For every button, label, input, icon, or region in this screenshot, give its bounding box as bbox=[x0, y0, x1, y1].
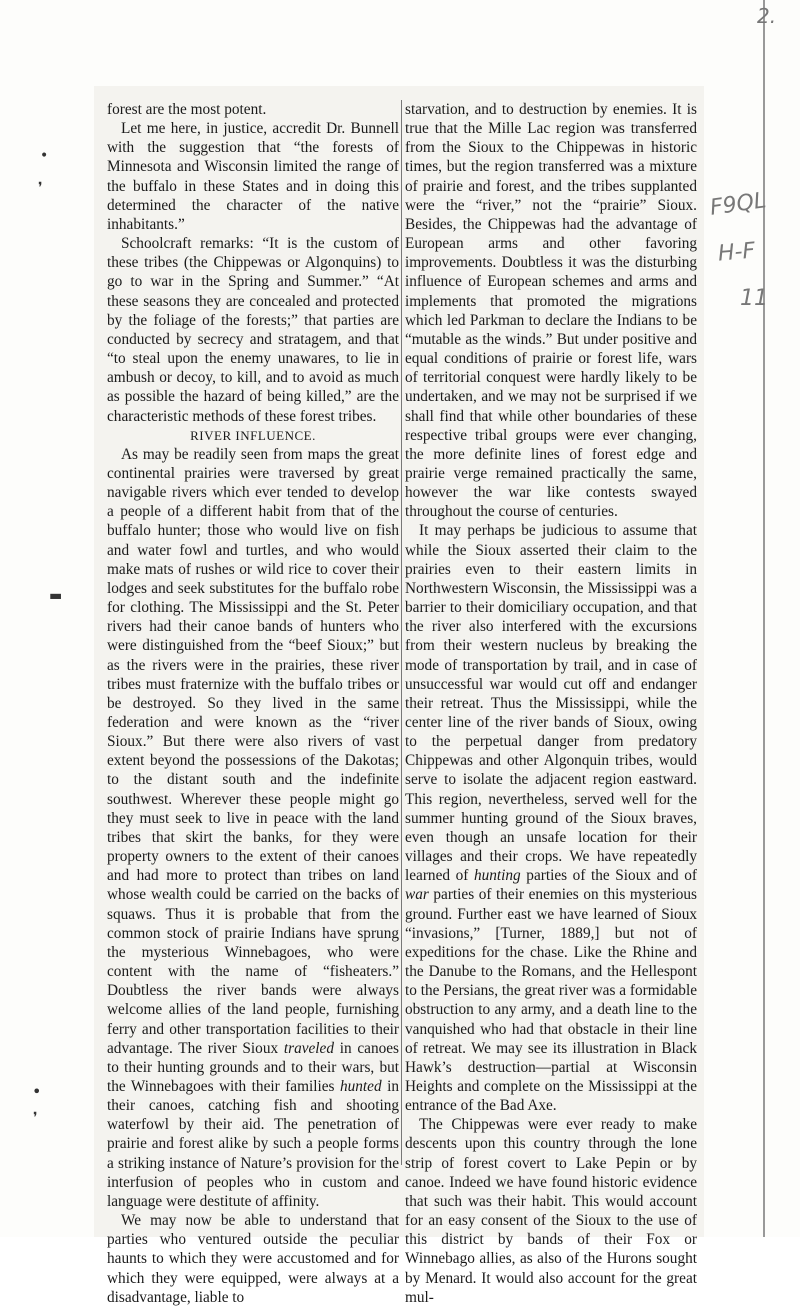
paragraph bbox=[107, 445, 399, 1211]
paragraph: starvation, and to destruction by enemies. It is true that the Mille Lac region was transferred from the Sioux to the Chippewas in historic times, but the region transferred was a mixture of prairie and forest, and the tribes supplanted were the “river,” not the “prairie” Sioux. Besides, the Chippewas had the advantage of European arms and other favoring improvements. Doubtless it was the disturbing influence of European schemes and arms and implements that promoted the migrations which led Parkman to declare the Indians to be “mutable as the winds.” But under positive and equal conditions of prairie or forest life, wars of territorial conquest were hardly likely to be undertaken, and we may not be surprised if we shall find that while other boundaries of these respective tribal groups were ever changing, the more definite lines of forest edge and prairie verge remained practically the same, however the war like contests swayed throughout the course of centuries. bbox=[405, 101, 697, 521]
paragraph-text: It may perhaps be judicious to assume that while the Sioux asserted their claim to the prairies even to their eastern limits in Northwestern Wisconsin, the Mississippi was a barrier to their domiciliary occupation, and that the river also interfered with the excursions from their western nucleus by breaking the mode of transportation by trail, and in case of unsuccessful war would cut off and endanger their retreat. Thus the Mississippi, while the center line of the river bands of Sioux, owing to the perpetual danger from predatory Chippewas and other Algonquin tribes, would serve to isolate the adjacent region eastward. This region, nevertheless, served well for the summer hunting ground of the Sioux braves, even though an unsafe location for their villages and their crops. We have repeatedly learned of bbox=[405, 522, 697, 885]
paragraph: Let me here, in justice, accredit Dr. Bunnell with the suggestion that “the forests of Minnesota and Wisconsin limited the range of the buffalo in these States and in doing this determined the character of the native inhabitants.” bbox=[107, 120, 399, 233]
margin-comma-mark: ❜ bbox=[38, 180, 43, 196]
handwritten-note-1: F9QL bbox=[708, 188, 768, 221]
paragraph-text: in canoes to their hunting grounds and to their wars, but the Winnebagoes with their families bbox=[107, 1039, 399, 1095]
paragraph bbox=[405, 521, 697, 1115]
margin-bullet-mark-2: • bbox=[32, 1082, 42, 1101]
emphasis-text: war bbox=[405, 886, 429, 904]
section-heading: RIVER INFLUENCE. bbox=[190, 427, 316, 443]
margin-comma-mark-2: ❜ bbox=[33, 1110, 38, 1126]
column-divider bbox=[401, 100, 402, 1165]
paragraph: Schoolcraft remarks: “It is the custom of these tribes (the Chippewas or Algonquins) to go to war in the Spring and Summer.” “At these seasons they are concealed and protected by the foliage of the forests;” that parties are conducted by secrecy and stratagem, and that “to steal upon the enemy unawares, to lie in ambush or decoy, to kill, and to avoid as much as possible the hazard of being killed,” are the characteristic methods of these forest tribes. bbox=[107, 235, 399, 425]
paragraph-text: parties of the Sioux and of bbox=[520, 867, 698, 885]
page-edge-line bbox=[763, 0, 765, 1237]
handwritten-note-2: H-F bbox=[716, 238, 757, 267]
margin-bullet-mark: • bbox=[40, 148, 49, 164]
right-text-column bbox=[405, 100, 697, 1307]
margin-dash-mark: ▬ bbox=[49, 588, 63, 604]
paragraph-text: in their canoes, catching fish and shooting waterfowl by their aid. The penetration of prairie and forest alike by such a people forms a striking instance of Nature’s provision for the interfusion of peoples who in custom and language were destitute of affinity. bbox=[107, 1077, 399, 1210]
paragraph: The Chippewas were ever ready to make descents upon this country through the lone strip of forest covert to Lake Pepin or by canoe. Indeed we have found historic evidence that such was their habit. This would account for an easy consent of the Sioux to the use of this district by bands of their Fox or Winnebago allies, as also of the Hurons sought by Menard. It would also account for the great mul- bbox=[405, 1116, 697, 1306]
left-text-column bbox=[107, 100, 399, 1307]
paragraph: forest are the most potent. bbox=[107, 101, 267, 118]
emphasis-text: traveled bbox=[283, 1039, 334, 1057]
emphasis-text: hunting bbox=[473, 867, 521, 885]
paragraph-text: parties of their enemies on this mysterious ground. Further east we have learned of Sioux “invasions,” [Turner, 1889,] but not of expeditions for the chase. Like the Rhine and the Danube to the Romans, and the Hellespont to the Persians, the great river was a formidable obstruction to any army, and a death line to the vanquished who had that obstacle in their line of retreat. We may see its illustration in Black Hawk’s destruction—partial at Wisconsin Heights and complete on the Mississippi at the entrance of the Bad Axe. bbox=[405, 886, 697, 1115]
paragraph-text: As may be readily seen from maps the great continental prairies were traversed by great navigable rivers which ever tended to develop a people of a different habit from that of the buffalo hunter; those who would live on fish and water fowl and turtles, and who would make mats of rushes or wild rice to cover their lodges and seek substitutes for the buffalo robe for clothing. The Mississippi and the St. Peter rivers had their canoe bands of hunters who were distinguished from the “beef Sioux;” but as the rivers were in the prairies, these river tribes must fraternize with the buffalo tribes or be destroyed. So they lived in the same federation and were known as the “river Sioux.” But there were also rivers of vast extent beyond the possessions of the Dakotas; to the distant south and the indefinite southwest. Wherever these people might go they must seek to live in peace with the land tribes that skirt the banks, for they were property owners to the extent of their canoes and had more to protect than tribes on land whose wealth could be carried on the backs of squaws. Thus it is probable that from the common stock of prairie Indians have sprung the mysterious Winnebagoes, who were content with the name of “fisheaters.” Doubtless the river bands were always welcome allies of the land people, furnishing ferry and other transportation facilities to their advantage. The river Sioux bbox=[107, 445, 399, 1057]
paragraph: We may now be able to understand that parties who ventured outside the peculiar haunts to which they were accustomed and for which they were equipped, were always at a disadvantage, liable to bbox=[107, 1212, 399, 1306]
emphasis-text: hunted bbox=[339, 1077, 382, 1095]
corner-note: 2. bbox=[757, 4, 777, 28]
handwritten-note-3: 11 bbox=[740, 286, 768, 311]
